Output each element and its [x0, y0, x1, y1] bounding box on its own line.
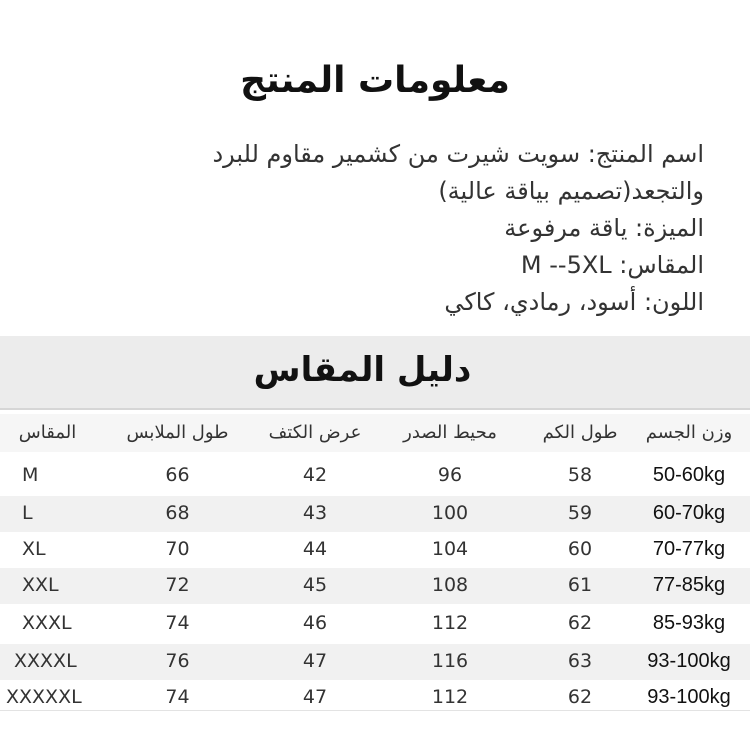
- length-cell: 74: [165, 686, 190, 708]
- chest-cell: 116: [431, 650, 469, 672]
- table-row: [0, 458, 750, 494]
- sleeve-cell: 59: [567, 502, 593, 524]
- table-bottom-divider: [0, 710, 750, 711]
- size-cell: XXL: [22, 574, 59, 596]
- sleeve-cell: 62: [567, 686, 593, 708]
- chest-cell: 112: [431, 686, 469, 708]
- product-info-list: [84, 136, 704, 321]
- size-cell: L: [22, 502, 33, 524]
- sleeve-cell: 62: [567, 612, 593, 634]
- table-row: [0, 644, 750, 680]
- size-cell: XXXXL: [14, 650, 77, 672]
- shoulder-cell: 44: [302, 538, 328, 560]
- header-chest: محيط الصدر: [403, 422, 497, 443]
- size-range-line: المقاس: M --5XL: [520, 251, 704, 279]
- length-cell: 72: [165, 574, 190, 596]
- size-cell: XXXL: [22, 612, 72, 634]
- product-name-line-continued: والتجعد(تصميم بياقة عالية): [438, 177, 704, 205]
- sleeve-cell: 58: [567, 464, 593, 486]
- weight-cell: 85-93kg: [652, 612, 726, 634]
- product-info-title: معلومات المنتج: [240, 60, 510, 101]
- shoulder-cell: 47: [302, 686, 328, 708]
- weight-cell: 93-100kg: [647, 686, 731, 708]
- table-row: [0, 568, 750, 604]
- header-size: المقاس: [18, 422, 77, 443]
- table-divider: [0, 408, 750, 410]
- chest-cell: 100: [431, 502, 469, 524]
- sleeve-cell: 60: [567, 538, 593, 560]
- chest-cell: 104: [431, 538, 469, 560]
- table-row: [0, 606, 750, 642]
- shoulder-cell: 43: [302, 502, 328, 524]
- chest-cell: 96: [437, 464, 463, 486]
- color-line: اللون: أسود، رمادي، كاكي: [444, 288, 704, 316]
- size-cell: M: [22, 464, 39, 486]
- length-cell: 76: [165, 650, 190, 672]
- size-cell: XXXXXL: [6, 686, 82, 708]
- weight-cell: 70-77kg: [652, 538, 726, 560]
- header-length: طول الملابس: [126, 422, 229, 443]
- header-sleeve: طول الكم: [542, 422, 618, 443]
- shoulder-cell: 42: [302, 464, 328, 486]
- chest-cell: 108: [431, 574, 469, 596]
- length-cell: 66: [165, 464, 190, 486]
- size-table-header: [0, 414, 750, 452]
- weight-cell: 93-100kg: [647, 650, 731, 672]
- length-cell: 74: [165, 612, 190, 634]
- weight-cell: 50-60kg: [652, 464, 726, 486]
- shoulder-cell: 47: [302, 650, 328, 672]
- sleeve-cell: 63: [567, 650, 593, 672]
- product-name-line: اسم المنتج: سويت شيرت من كشمير مقاوم للبرد: [212, 140, 704, 168]
- header-shoulder: عرض الكتف: [268, 422, 362, 443]
- length-cell: 70: [165, 538, 190, 560]
- table-row: [0, 496, 750, 532]
- size-guide-title: دليل المقاس: [253, 350, 472, 390]
- weight-cell: 77-85kg: [652, 574, 726, 596]
- length-cell: 68: [165, 502, 190, 524]
- header-weight: وزن الجسم: [645, 422, 733, 443]
- size-cell: XL: [22, 538, 46, 560]
- table-row: [0, 532, 750, 568]
- weight-cell: 60-70kg: [652, 502, 726, 524]
- shoulder-cell: 46: [302, 612, 328, 634]
- chest-cell: 112: [431, 612, 469, 634]
- feature-line: الميزة: ياقة مرفوعة: [504, 214, 704, 242]
- sleeve-cell: 61: [567, 574, 593, 596]
- shoulder-cell: 45: [302, 574, 328, 596]
